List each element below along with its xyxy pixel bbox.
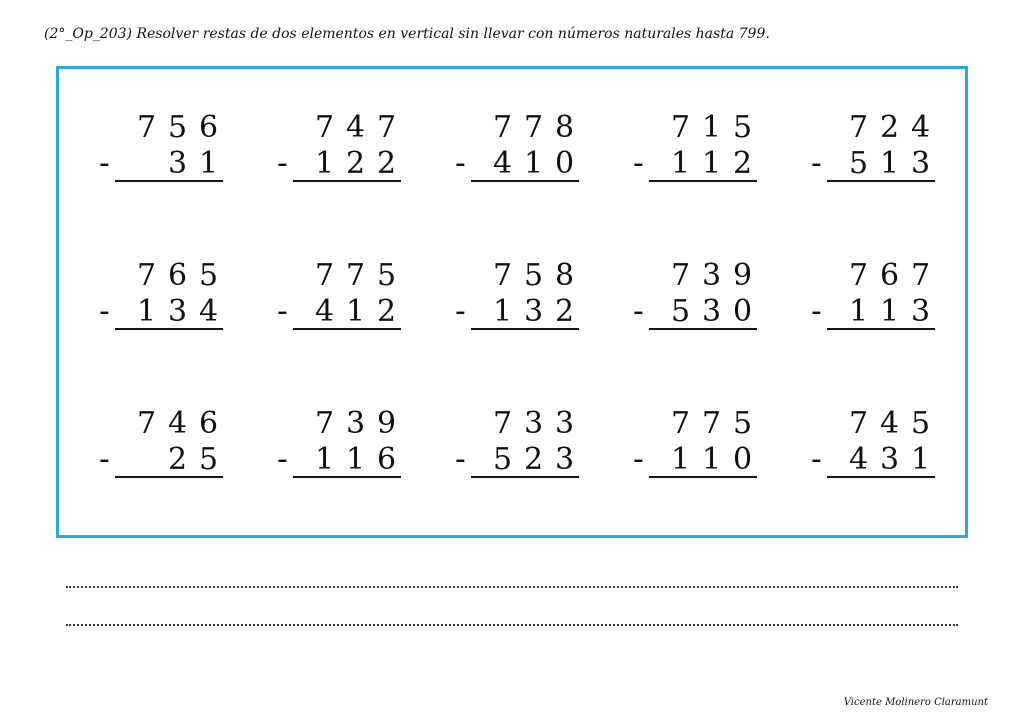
subtraction-problem: [277, 107, 437, 207]
subtrahend-digit: 1: [670, 145, 691, 181]
minus-sign: -: [455, 293, 466, 329]
subtraction-problem: [633, 403, 793, 503]
subtrahend-digits: [831, 294, 936, 329]
result-line: [293, 180, 401, 182]
minuend-digit: 9: [732, 257, 753, 293]
subtrahend-digit: 3: [167, 293, 188, 329]
subtraction-problem: [811, 107, 971, 207]
subtrahend-digit: 4: [492, 145, 513, 181]
subtrahend-digits: [297, 442, 402, 477]
minuend-digit: 7: [314, 109, 335, 145]
minuend-digit: 7: [848, 109, 869, 145]
subtrahend-row: [277, 439, 402, 479]
subtraction-problem: [99, 403, 259, 503]
subtrahend-digit: 4: [314, 293, 335, 329]
minuend-digit: 7: [670, 109, 691, 145]
result-line: [827, 328, 935, 330]
minuend-digit: 3: [554, 405, 575, 441]
minuend-row: [297, 403, 402, 443]
subtrahend-digit: 2: [167, 441, 188, 477]
subtrahend-digits: [119, 294, 224, 329]
subtrahend-row: [277, 291, 402, 331]
answer-dotted-line-2[interactable]: [66, 624, 958, 626]
minus-sign: -: [633, 441, 644, 477]
subtraction-problem: [99, 107, 259, 207]
minuend-digit: 6: [167, 257, 188, 293]
minuend-row: [119, 255, 224, 295]
subtraction-problem: [455, 403, 615, 503]
subtrahend-digit: 6: [376, 441, 397, 477]
subtrahend-digits: [475, 294, 580, 329]
subtraction-problem: [811, 255, 971, 355]
subtraction-problem: [277, 255, 437, 355]
subtrahend-digit: 2: [345, 145, 366, 181]
subtrahend-digit: 1: [701, 441, 722, 477]
minuend-row: [831, 255, 936, 295]
subtrahend-digits: [297, 294, 402, 329]
minus-sign: -: [277, 145, 288, 181]
subtrahend-digit: 1: [701, 145, 722, 181]
minuend-row: [653, 107, 758, 147]
minuend-row: [475, 255, 580, 295]
subtrahend-digit: 2: [376, 145, 397, 181]
result-line: [293, 476, 401, 478]
minus-sign: -: [811, 293, 822, 329]
result-line: [471, 180, 579, 182]
minuend-digits: [119, 258, 224, 293]
minuend-row: [297, 255, 402, 295]
subtrahend-digit: 1: [314, 441, 335, 477]
minuend-row: [653, 255, 758, 295]
minuend-digit: 7: [492, 109, 513, 145]
minus-sign: -: [455, 145, 466, 181]
minuend-digit: 3: [345, 405, 366, 441]
subtrahend-digit: 4: [848, 441, 869, 477]
minuend-digits: [831, 258, 936, 293]
subtrahend-digits: [831, 146, 936, 181]
subtrahend-digit: 3: [879, 441, 900, 477]
result-line: [115, 328, 223, 330]
minuend-digit: 5: [523, 257, 544, 293]
minuend-digit: 7: [848, 405, 869, 441]
minuend-digit: 8: [554, 109, 575, 145]
minuend-row: [119, 403, 224, 443]
result-line: [827, 180, 935, 182]
minus-sign: -: [99, 293, 110, 329]
subtrahend-digit: 1: [345, 293, 366, 329]
minuend-digits: [831, 406, 936, 441]
subtrahend-digit: 1: [314, 145, 335, 181]
subtrahend-digit: 1: [879, 293, 900, 329]
result-line: [827, 476, 935, 478]
minuend-row: [297, 107, 402, 147]
minuend-digit: 6: [198, 109, 219, 145]
subtrahend-digit: 0: [732, 441, 753, 477]
subtrahend-row: [633, 291, 758, 331]
minuend-digit: 5: [732, 405, 753, 441]
subtrahend-digits: [297, 146, 402, 181]
minuend-digits: [297, 406, 402, 441]
subtrahend-row: [633, 143, 758, 183]
minuend-digits: [653, 258, 758, 293]
subtrahend-row: [455, 143, 580, 183]
subtraction-problem: [455, 255, 615, 355]
minuend-digits: [475, 258, 580, 293]
result-line: [649, 180, 757, 182]
subtrahend-digit: 0: [554, 145, 575, 181]
minus-sign: -: [633, 293, 644, 329]
subtrahend-digit: [131, 146, 162, 181]
minuend-row: [475, 107, 580, 147]
subtrahend-digit: 3: [910, 145, 931, 181]
minuend-digits: [475, 110, 580, 145]
subtrahend-row: [277, 143, 402, 183]
minuend-digit: 7: [492, 405, 513, 441]
subtrahend-digit: 1: [670, 441, 691, 477]
minuend-digit: 4: [167, 405, 188, 441]
worksheet-title: (2°_Op_203) Resolver restas de dos elementos en vertical sin llevar con números naturales hasta 799.: [44, 26, 770, 42]
subtraction-problem: [633, 255, 793, 355]
minus-sign: -: [811, 145, 822, 181]
subtrahend-digits: [475, 442, 580, 477]
minuend-digit: 7: [492, 257, 513, 293]
subtrahend-row: [811, 291, 936, 331]
subtrahend-row: [633, 439, 758, 479]
subtraction-problem: [633, 107, 793, 207]
minus-sign: -: [99, 145, 110, 181]
minuend-digit: 5: [376, 257, 397, 293]
minuend-digit: 2: [879, 109, 900, 145]
subtrahend-row: [99, 143, 224, 183]
minuend-digit: 6: [879, 257, 900, 293]
result-line: [115, 180, 223, 182]
minuend-digit: 7: [136, 109, 157, 145]
minuend-digits: [119, 406, 224, 441]
minuend-row: [119, 107, 224, 147]
subtrahend-digit: 2: [732, 145, 753, 181]
subtrahend-digit: 5: [198, 441, 219, 477]
minus-sign: -: [811, 441, 822, 477]
subtrahend-digits: [653, 146, 758, 181]
minuend-digit: 7: [136, 405, 157, 441]
minuend-digit: 5: [198, 257, 219, 293]
minuend-digit: 7: [136, 257, 157, 293]
minuend-digit: 9: [376, 405, 397, 441]
minuend-digit: 5: [732, 109, 753, 145]
subtrahend-digits: [831, 442, 936, 477]
subtrahend-digit: 5: [492, 441, 513, 477]
subtrahend-digits: [119, 442, 224, 477]
subtrahend-digit: 3: [701, 293, 722, 329]
minuend-digits: [475, 406, 580, 441]
subtrahend-digit: 2: [376, 293, 397, 329]
minuend-digit: 7: [376, 109, 397, 145]
minuend-digits: [297, 110, 402, 145]
problems-grid: [99, 107, 989, 551]
result-line: [471, 328, 579, 330]
subtrahend-row: [99, 291, 224, 331]
subtrahend-digit: 1: [492, 293, 513, 329]
minuend-digit: 6: [198, 405, 219, 441]
minuend-digit: 7: [314, 405, 335, 441]
subtrahend-digits: [119, 146, 224, 181]
subtrahend-digit: 1: [198, 145, 219, 181]
minuend-digit: 1: [701, 109, 722, 145]
subtrahend-digits: [653, 294, 758, 329]
subtrahend-row: [811, 143, 936, 183]
minuend-digit: 7: [910, 257, 931, 293]
subtrahend-digit: 1: [345, 441, 366, 477]
subtrahend-digit: 4: [198, 293, 219, 329]
minuend-row: [475, 403, 580, 443]
minuend-digits: [653, 406, 758, 441]
subtraction-problem: [99, 255, 259, 355]
minus-sign: -: [99, 441, 110, 477]
subtrahend-digit: 3: [167, 145, 188, 181]
minuend-digit: 4: [345, 109, 366, 145]
subtrahend-digit: 1: [879, 145, 900, 181]
minuend-digits: [119, 110, 224, 145]
subtrahend-digit: 3: [523, 293, 544, 329]
subtrahend-digit: 1: [848, 293, 869, 329]
subtrahend-row: [455, 439, 580, 479]
minuend-digit: 7: [848, 257, 869, 293]
result-line: [649, 328, 757, 330]
minuend-row: [653, 403, 758, 443]
subtrahend-digit: 2: [554, 293, 575, 329]
problems-frame: [56, 66, 968, 538]
minuend-digit: 3: [701, 257, 722, 293]
result-line: [649, 476, 757, 478]
author-credit: Vicente Molinero Claramunt: [843, 697, 988, 708]
minuend-digit: 4: [879, 405, 900, 441]
minuend-digit: 7: [670, 405, 691, 441]
subtrahend-row: [99, 439, 224, 479]
minuend-row: [831, 403, 936, 443]
subtrahend-row: [811, 439, 936, 479]
subtrahend-digit: 0: [732, 293, 753, 329]
subtrahend-digit: 5: [670, 293, 691, 329]
subtrahend-digit: 5: [848, 145, 869, 181]
minuend-digit: 5: [167, 109, 188, 145]
minuend-digit: 3: [523, 405, 544, 441]
minuend-digit: 5: [910, 405, 931, 441]
minuend-digit: 7: [670, 257, 691, 293]
minus-sign: -: [455, 441, 466, 477]
subtraction-problem: [811, 403, 971, 503]
minuend-digit: 7: [345, 257, 366, 293]
minuend-digit: 7: [523, 109, 544, 145]
minus-sign: -: [277, 441, 288, 477]
subtrahend-digit: 1: [136, 293, 157, 329]
subtrahend-digits: [475, 146, 580, 181]
minuend-digit: 8: [554, 257, 575, 293]
subtrahend-digit: 3: [910, 293, 931, 329]
minuend-digit: 7: [701, 405, 722, 441]
answer-dotted-line-1[interactable]: [66, 586, 958, 588]
subtrahend-digit: 1: [523, 145, 544, 181]
subtrahend-digits: [653, 442, 758, 477]
result-line: [471, 476, 579, 478]
subtrahend-digit: 2: [523, 441, 544, 477]
subtraction-problem: [455, 107, 615, 207]
subtrahend-digit: 3: [554, 441, 575, 477]
minuend-digits: [831, 110, 936, 145]
subtrahend-digit: [131, 442, 162, 477]
result-line: [293, 328, 401, 330]
subtrahend-digit: 1: [910, 441, 931, 477]
subtraction-problem: [277, 403, 437, 503]
minus-sign: -: [633, 145, 644, 181]
minuend-digit: 4: [910, 109, 931, 145]
minuend-digit: 7: [314, 257, 335, 293]
subtrahend-row: [455, 291, 580, 331]
minuend-digits: [653, 110, 758, 145]
minus-sign: -: [277, 293, 288, 329]
minuend-digits: [297, 258, 402, 293]
result-line: [115, 476, 223, 478]
minuend-row: [831, 107, 936, 147]
